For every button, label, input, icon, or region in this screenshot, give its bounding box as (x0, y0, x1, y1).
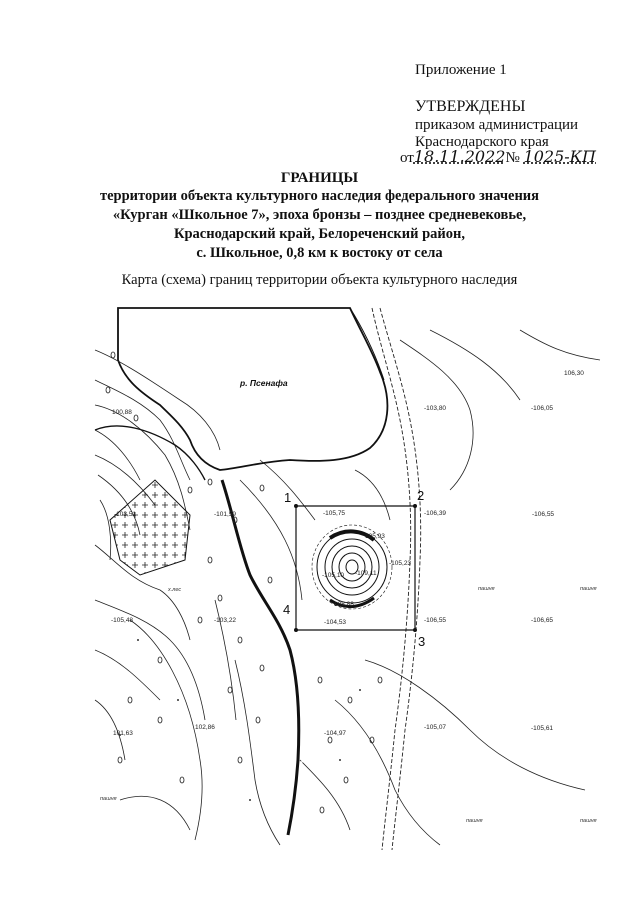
elevation-label: -105,23 (389, 560, 412, 567)
order-prefix: от (400, 150, 414, 166)
map-caption: Карта (схема) границ территории объекта культурного наследия (121, 272, 518, 288)
elevation-label: -104,53 (324, 619, 347, 626)
elevation-label: 106,30 (564, 370, 584, 377)
document-title: ГРАНИЦЫ (280, 170, 359, 186)
elevation-label: -106,55 (532, 511, 555, 518)
subtitle-line-2: «Курган «Школьное 7», эпоха бронзы – позднее средневековье, (112, 207, 527, 223)
elevation-label: -105,61 (531, 725, 554, 732)
order-date: 18.11.2022 (413, 147, 506, 166)
land-label: пашня (580, 818, 597, 824)
lake-shore-left (95, 426, 205, 480)
elevation-label: 101,63 (113, 730, 133, 737)
elevation-label: -103,22 (214, 617, 237, 624)
order-number-sign: № (505, 150, 520, 166)
elevation-label: -106,05 (531, 405, 554, 412)
subtitle-line-1: территории объекта культурного наследия федерального значения (99, 188, 539, 204)
order-number: 1025-КП (523, 147, 596, 166)
elevation-label: 108,88 (334, 601, 354, 608)
stream-outer (222, 480, 299, 835)
subtitle-line-4: с. Школьное, 0,8 км к востоку от села (196, 245, 443, 261)
land-label: пашня (466, 818, 483, 824)
survey-dots (119, 639, 361, 801)
land-label: пашня (580, 586, 597, 592)
elevation-label: -104,97 (324, 730, 347, 737)
approved-by-line2: Краснодарского края (415, 134, 549, 150)
elevation-label: -101,59 (214, 511, 237, 518)
elevation-label: 100,88 (112, 409, 132, 416)
elevation-label: -105,07 (424, 724, 447, 731)
river-label: р. Псенафа (240, 378, 288, 388)
elevation-label: -103,80 (424, 405, 447, 412)
elevation-label: -105,10 (322, 572, 345, 579)
boundary-polygon (296, 506, 415, 630)
elevation-label: -106,65 (531, 617, 554, 624)
boundary-point-2: 2 (417, 488, 425, 503)
garden-area (110, 480, 190, 575)
appendix-label: Приложение 1 (415, 62, 507, 78)
elevation-label: -105,48 (111, 617, 134, 624)
land-label: пашня (100, 796, 117, 802)
subtitle-line-3: Краснодарский край, Белореченский район, (173, 226, 466, 242)
boundary-point-4: 4 (283, 602, 291, 617)
contours-left (95, 350, 220, 840)
vegetation-symbols (106, 352, 382, 813)
boundary-point-3: 3 (418, 634, 426, 649)
road (372, 308, 421, 850)
approved-title: УТВЕРЖДЕНЫ (415, 98, 526, 115)
elevation-label: -106,55 (424, 617, 447, 624)
elevation-label: -106,39 (424, 510, 447, 517)
boundary-point-1: 1 (284, 490, 292, 505)
boundary-vertices (294, 504, 417, 632)
elevation-label: 105,93 (365, 533, 385, 540)
elevation-label: -105,75 (323, 510, 346, 517)
elevation-label: -109,11 (355, 570, 377, 577)
elevation-label: -103,51 (114, 511, 137, 518)
approved-by-line1: приказом администрации (415, 117, 579, 133)
land-label: пашня (478, 586, 495, 592)
land-label: х.лес (168, 587, 182, 593)
elevation-label: 102,86 (195, 724, 215, 731)
lake-outline (118, 308, 387, 470)
